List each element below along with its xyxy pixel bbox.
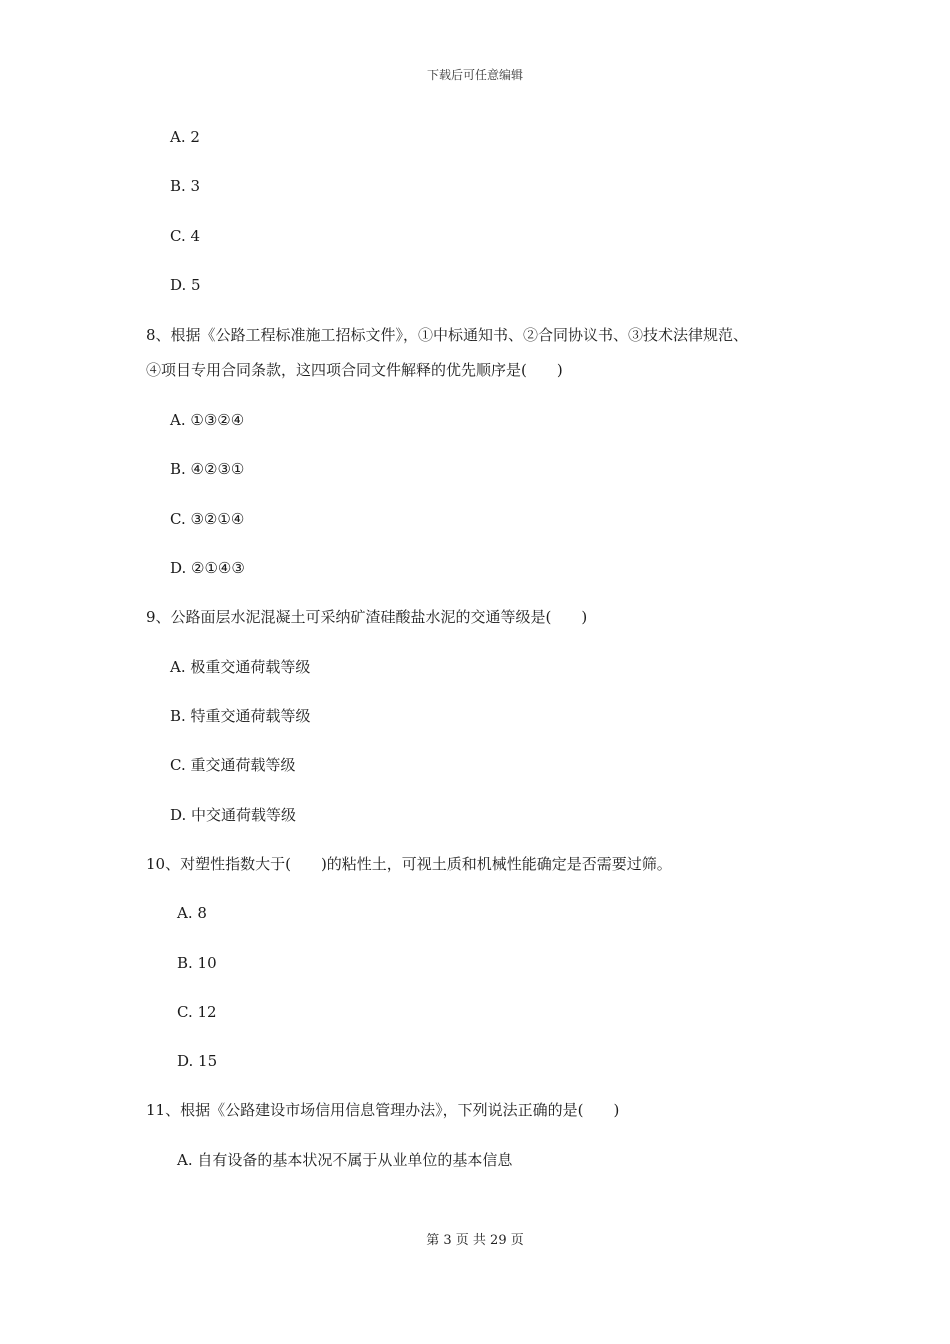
q10-option-d: D. 15	[177, 1052, 218, 1070]
q7-option-c: C. 4	[170, 227, 201, 245]
q11-option-a: A. 自有设备的基本状况不属于从业单位的基本信息	[177, 1151, 513, 1169]
q8-stem-line1: 8、根据《公路工程标准施工招标文件》，①中标通知书、②合同协议书、③技术法律规范、	[146, 326, 749, 344]
q8-option-a: A. ①③②④	[170, 411, 245, 429]
q7-option-a: A. 2	[170, 128, 200, 146]
q9-option-a: A. 极重交通荷载等级	[170, 658, 311, 676]
q10-option-a: A. 8	[177, 904, 207, 922]
q9-option-b: B. 特重交通荷载等级	[170, 707, 311, 725]
q9-option-d: D. 中交通荷载等级	[170, 806, 297, 824]
q8-option-c: C. ③②①④	[170, 510, 245, 528]
q10-option-c: C. 12	[177, 1003, 217, 1021]
q8-stem-line2: ④项目专用合同条款，这四项合同文件解释的优先顺序是( )	[146, 361, 563, 379]
q9-stem: 9、公路面层水泥混凝土可采纳矿渣硅酸盐水泥的交通等级是( )	[146, 608, 588, 626]
q10-option-b: B. 10	[177, 954, 217, 972]
q7-option-d: D. 5	[170, 276, 201, 294]
q7-option-b: B. 3	[170, 177, 201, 195]
q8-option-d: D. ②①④③	[170, 559, 245, 577]
page-footer: 第 3 页 共 29 页	[426, 1233, 524, 1248]
q9-option-c: C. 重交通荷载等级	[170, 756, 296, 774]
q11-stem: 11、根据《公路建设市场信用信息管理办法》，下列说法正确的是( )	[146, 1101, 620, 1119]
q10-stem: 10、对塑性指数大于( )的粘性土，可视土质和机械性能确定是否需要过筛。	[146, 855, 672, 873]
q8-option-b: B. ④②③①	[170, 460, 245, 478]
page-header: 下载后可任意编辑	[426, 68, 523, 82]
